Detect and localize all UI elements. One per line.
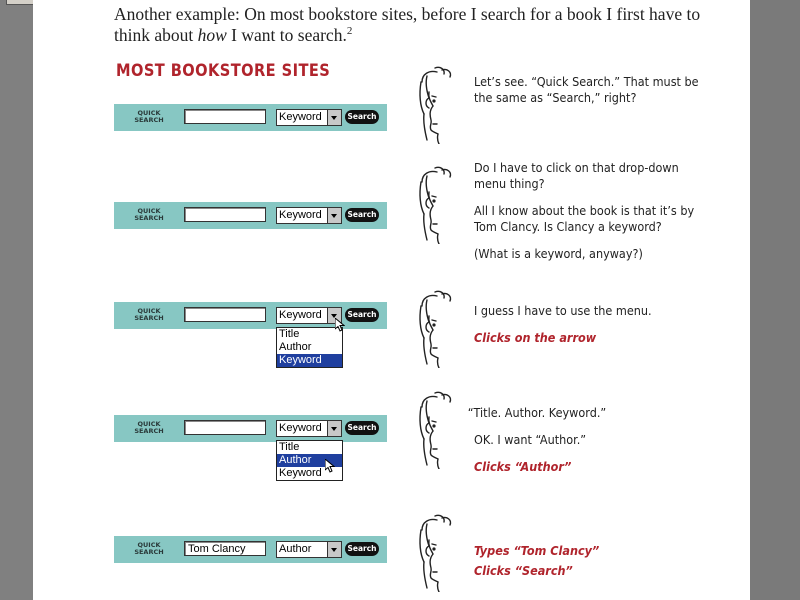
intro-paragraph [114, 4, 714, 46]
user-action: Clicks “Author” [474, 459, 572, 474]
dropdown-option-title[interactable]: Title [279, 441, 300, 453]
chevron-down-icon[interactable] [327, 208, 341, 223]
dropdown-menu [276, 327, 343, 368]
chevron-down-icon[interactable] [327, 421, 341, 436]
chevron-down-icon[interactable] [327, 542, 341, 557]
search-button[interactable]: Search [345, 208, 379, 222]
dropdown-option-author[interactable]: Author [277, 454, 342, 467]
viewer-background-right [750, 0, 800, 600]
footnote-marker[interactable]: 2 [346, 25, 353, 38]
quick-search-label: QUICK SEARCH [134, 420, 164, 435]
thought-line: “Title. Author. Keyword.” [467, 405, 607, 420]
thought-line: (What is a keyword, anyway?) [474, 246, 643, 261]
user-action: Clicks on the arrow [474, 330, 597, 345]
user-action: Clicks “Search” [474, 563, 573, 578]
search-input[interactable] [184, 207, 266, 222]
thought-line: I guess I have to use the menu. [474, 303, 652, 318]
thought-line: Let’s see. “Quick Search.” That must be the same as “Search,” right? [474, 74, 699, 105]
thought-text [467, 405, 708, 486]
user-face-illustration-icon [415, 514, 459, 592]
intro-text-end: I want to search. [226, 25, 347, 45]
search-type-select[interactable]: Keyword [276, 420, 342, 437]
section-heading: MOST BOOKSTORE SITES [116, 61, 331, 81]
chevron-down-icon[interactable] [327, 110, 341, 125]
search-button[interactable]: Search [345, 421, 379, 435]
intro-text: Another example: On most bookstore sites, before I search for a book I first have to think about [114, 4, 701, 45]
search-button[interactable]: Search [345, 542, 379, 556]
quick-search-label: QUICK SEARCH [134, 541, 164, 556]
intro-emphasis: how [197, 25, 227, 45]
quick-search-bar [114, 415, 387, 442]
quick-search-bar [114, 302, 387, 329]
quick-search-label: QUICK SEARCH [134, 109, 164, 124]
user-face-illustration-icon [415, 166, 459, 244]
mouse-cursor-icon [325, 459, 335, 473]
dropdown-option-keyword[interactable]: Keyword [277, 354, 342, 367]
search-type-select[interactable]: Keyword [276, 307, 342, 324]
thought-text [474, 160, 708, 273]
user-face-illustration-icon [415, 66, 459, 144]
quick-search-label: QUICK SEARCH [134, 307, 164, 322]
search-type-select[interactable]: Keyword [276, 109, 342, 126]
search-input[interactable]: Tom Clancy [184, 541, 266, 556]
thought-line: Do I have to click on that drop-down menu thing? [474, 160, 679, 191]
search-button[interactable]: Search [345, 110, 379, 124]
search-button[interactable]: Search [345, 308, 379, 322]
user-action: Types “Tom Clancy” [474, 543, 600, 558]
quick-search-bar [114, 202, 387, 229]
search-input[interactable] [184, 109, 266, 124]
thought-text [474, 543, 708, 590]
quick-search-bar [114, 104, 387, 131]
quick-search-label: QUICK SEARCH [134, 207, 164, 222]
dropdown-option-title[interactable]: Title [279, 328, 300, 340]
search-type-select[interactable]: Keyword [276, 207, 342, 224]
search-type-select[interactable]: Author [276, 541, 342, 558]
thought-line: All I know about the book is that it’s by Tom Clancy. Is Clancy a keyword? [474, 203, 695, 234]
thought-text [474, 74, 708, 117]
dropdown-option-keyword[interactable]: Keyword [279, 467, 322, 479]
mouse-cursor-icon [335, 318, 345, 332]
thought-line: OK. I want “Author.” [474, 432, 587, 447]
search-input[interactable] [184, 307, 266, 322]
thought-text [474, 303, 708, 357]
user-face-illustration-icon [415, 290, 459, 368]
user-face-illustration-icon [415, 391, 459, 469]
quick-search-bar [114, 536, 387, 563]
search-input[interactable] [184, 420, 266, 435]
dropdown-option-author[interactable]: Author [279, 341, 312, 353]
document-page [33, 0, 750, 600]
